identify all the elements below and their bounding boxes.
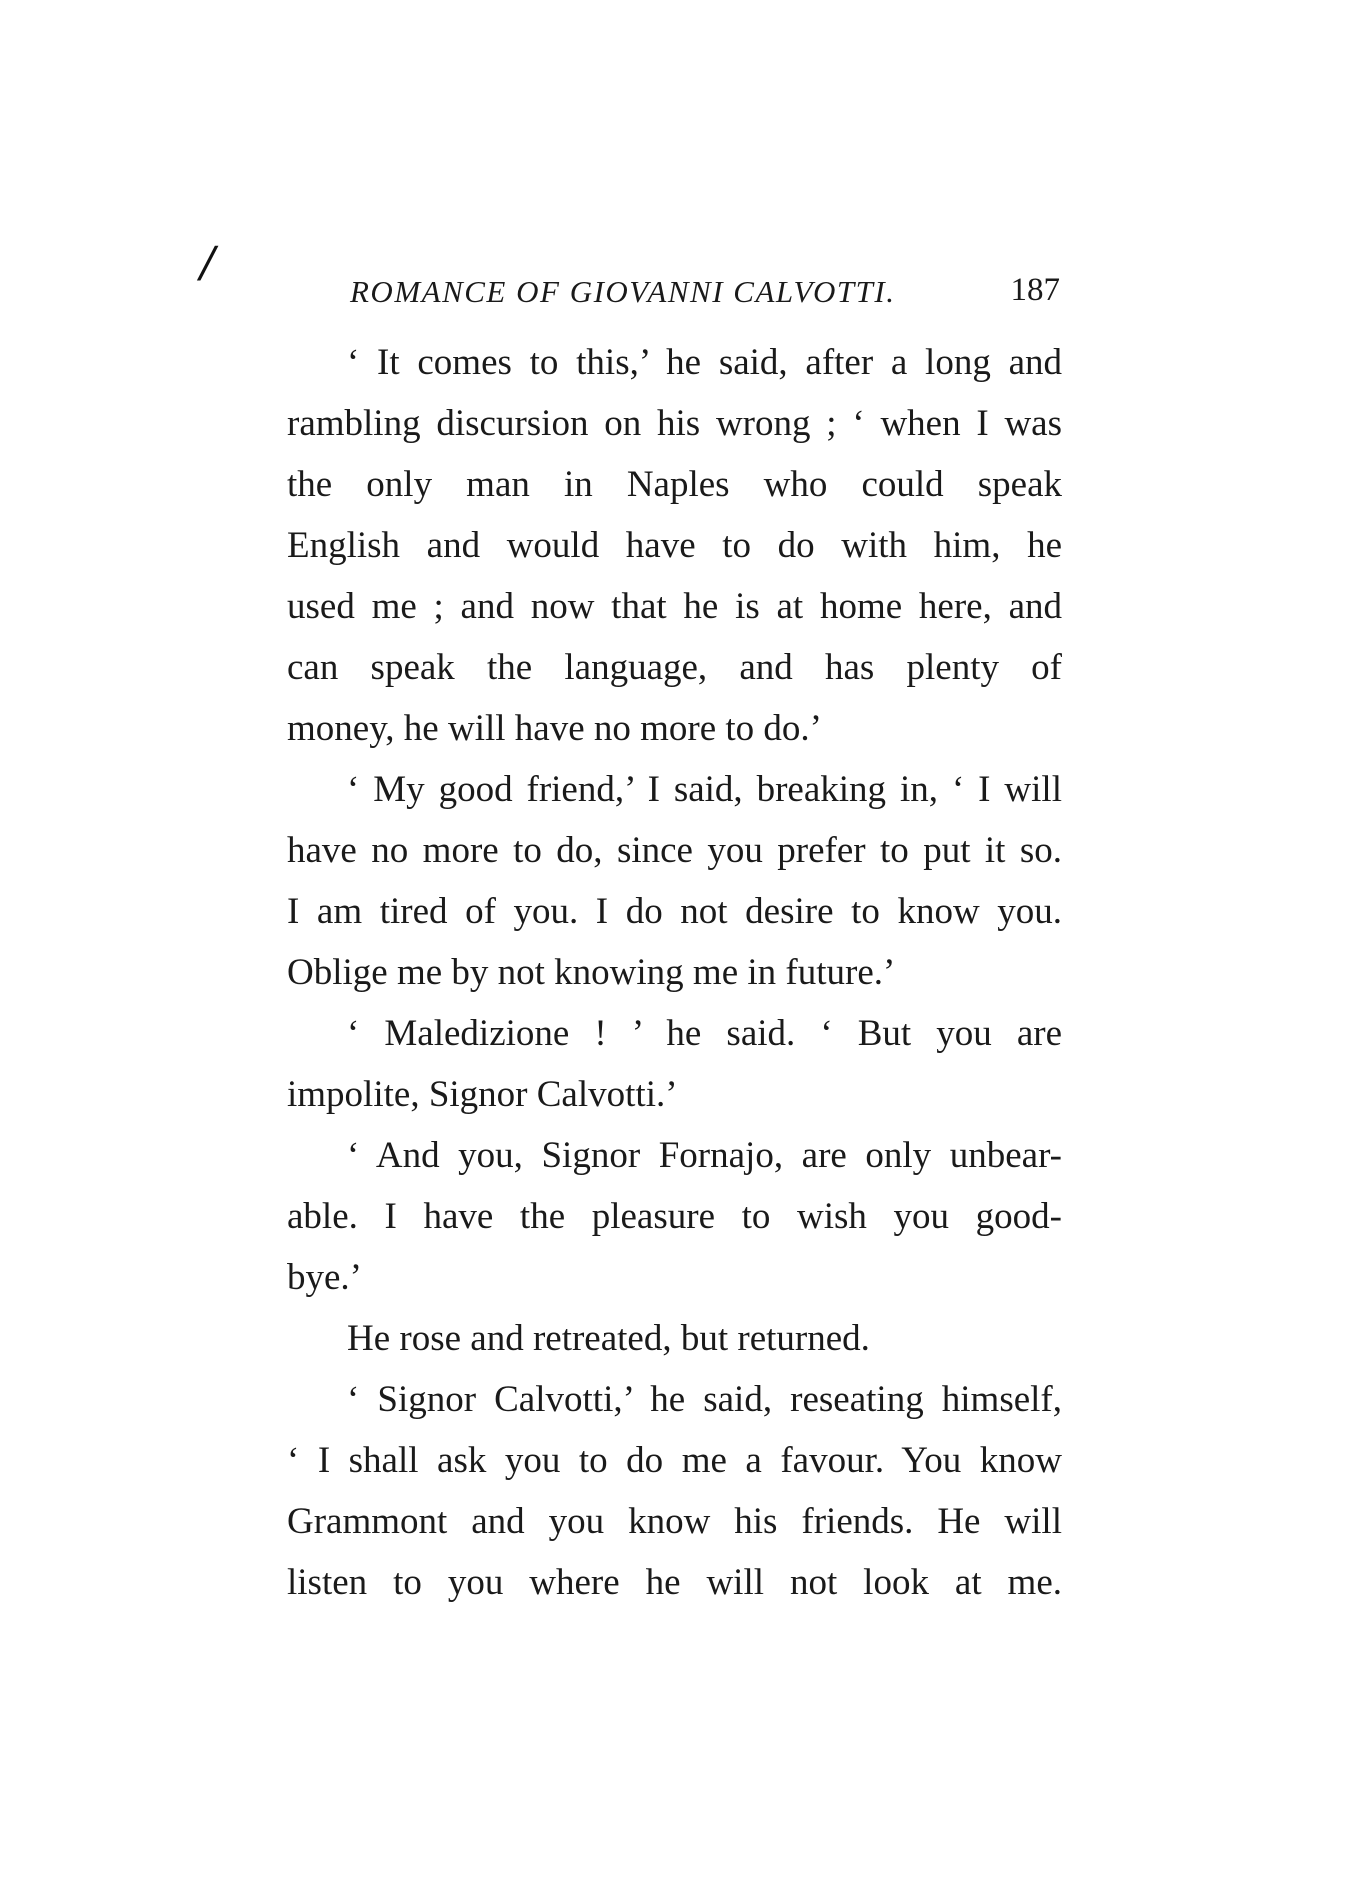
body-text [287,332,1062,1613]
running-head [282,268,1062,320]
text-line: money, he will have no more to do.’ [287,708,823,749]
text-line: ‘ Signor Calvotti,’ he said, reseating himself, [347,1379,1062,1420]
paragraph [287,1308,1062,1369]
text-line: He rose and retreated, but returned. [347,1318,870,1359]
text-line: ‘ I shall ask you to do me a favour. You know [287,1440,1062,1481]
text-line: the only man in Naples who could speak [287,464,1062,505]
text-line: can speak the language, and has plenty of [287,647,1062,688]
paragraph [287,332,1062,759]
text-line: used me ; and now that he is at home here, and [287,586,1062,627]
paragraph [287,1125,1062,1308]
text-line: I am tired of you. I do not desire to know you. [287,891,1062,932]
paragraph [287,759,1062,1003]
text-line: English and would have to do with him, he [287,525,1062,566]
text-line: ‘ And you, Signor Fornajo, are only unbear- [347,1135,1062,1176]
paragraph [287,1369,1062,1613]
text-line: ‘ It comes to this,’ he said, after a long and [347,342,1062,383]
text-line: ‘ My good friend,’ I said, breaking in, ‘ I will [347,769,1062,810]
text-line: impolite, Signor Calvotti.’ [287,1074,678,1115]
running-title: ROMANCE OF GIOVANNI CALVOTTI. [350,274,896,309]
text-line: listen to you where he will not look at me. [287,1562,1062,1603]
text-line: Oblige me by not knowing me in future.’ [287,952,896,993]
paragraph [287,1003,1062,1125]
margin-pencil-mark: / [200,235,215,292]
text-line: able. I have the pleasure to wish you good- [287,1196,1062,1237]
text-line: Grammont and you know his friends. He will [287,1501,1062,1542]
text-line: ‘ Maledizione ! ’ he said. ‘ But you are [347,1013,1062,1054]
text-line: have no more to do, since you prefer to put it so. [287,830,1062,871]
text-line: rambling discursion on his wrong ; ‘ when I was [287,403,1062,444]
page-number: 187 [1010,272,1060,308]
text-line: bye.’ [287,1257,362,1298]
